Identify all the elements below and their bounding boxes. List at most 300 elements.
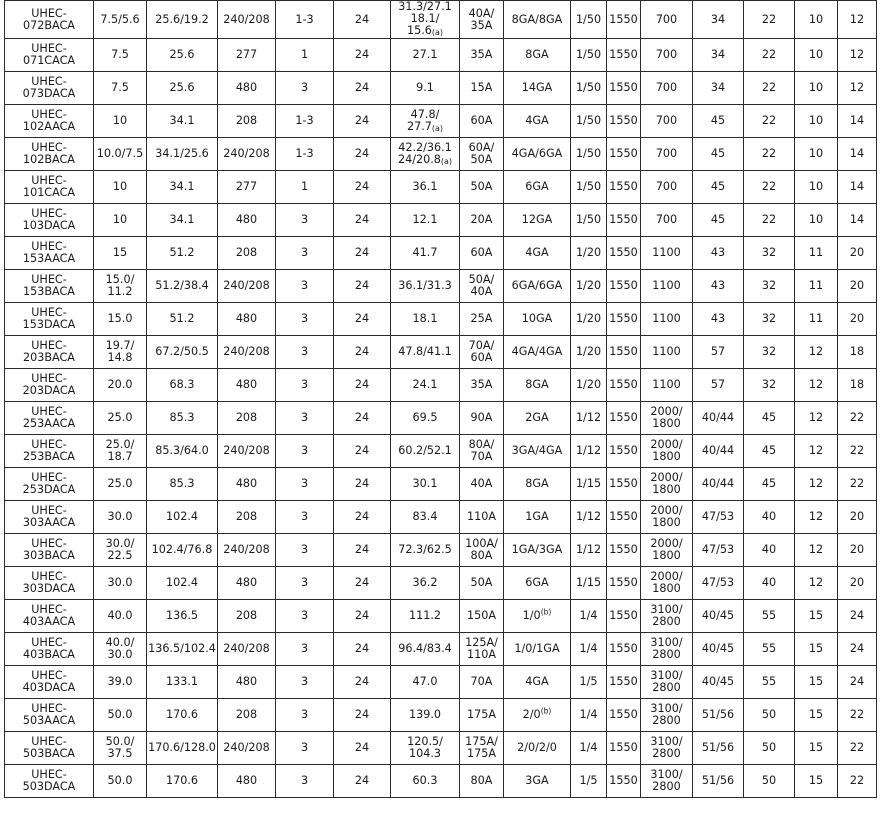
table-cell: 3 [276,534,334,567]
table-cell: 1/20 [571,369,607,402]
table-cell: 1/20 [571,237,607,270]
table-cell: 3 [276,699,334,732]
table-cell: 1GA/3GA [504,534,571,567]
model-cell: UHEC- 203DACA [5,369,94,402]
model-cell: UHEC- 072BACA [5,1,94,39]
table-cell: 1550 [607,1,641,39]
table-cell: 20.0 [94,369,147,402]
table-cell: 3 [276,468,334,501]
table-cell: 51.2 [147,303,218,336]
table-cell: 24 [334,501,391,534]
table-cell: 41.7 [391,237,460,270]
model-cell: UHEC- 503AACA [5,699,94,732]
table-cell: 1-3 [276,138,334,171]
table-cell: 18 [838,369,877,402]
table-cell: 700 [641,105,693,138]
table-cell: 1-3 [276,105,334,138]
table-cell: 40.0/ 30.0 [94,633,147,666]
table-cell: 10 [795,138,838,171]
table-cell: 10 [94,171,147,204]
table-cell: 1550 [607,336,641,369]
table-cell: 24 [334,171,391,204]
table-cell: 40/44 [693,468,744,501]
table-row [5,336,877,369]
table-cell: 10GA [504,303,571,336]
footnote-marker: (a) [440,156,453,166]
table-cell: 45 [693,171,744,204]
table-cell: 3 [276,501,334,534]
table-cell: 24 [334,204,391,237]
table-cell: 15 [795,699,838,732]
table-cell: 1550 [607,105,641,138]
table-cell: 240/208 [218,138,276,171]
table-cell: 22 [744,138,795,171]
table-cell: 11 [795,270,838,303]
table-cell: 1550 [607,72,641,105]
table-cell: 70A/ 60A [460,336,504,369]
table-cell: 277 [218,39,276,72]
table-cell: 12GA [504,204,571,237]
table-cell: 83.4 [391,501,460,534]
footnote-marker: (a) [431,28,444,37]
table-cell: 1/50 [571,138,607,171]
table-cell: 51/56 [693,765,744,798]
table-cell: 60.2/52.1 [391,435,460,468]
table-cell: 24 [334,369,391,402]
table-cell: 15 [795,765,838,798]
table-cell: 1/4 [571,633,607,666]
table-cell: 24 [334,303,391,336]
table-cell: 1/12 [571,501,607,534]
table-cell: 15 [795,732,838,765]
table-cell: 25.6 [147,72,218,105]
table-cell: 1/50 [571,72,607,105]
table-cell: 10 [94,204,147,237]
table-cell: 43 [693,270,744,303]
table-cell: 102.4 [147,501,218,534]
table-cell: 208 [218,402,276,435]
table-cell: 1/15 [571,567,607,600]
table-cell: 40 [744,567,795,600]
table-cell: 3100/ 2800 [641,666,693,699]
table-cell: 3 [276,633,334,666]
table-cell: 2GA [504,402,571,435]
table-cell: 240/208 [218,1,276,39]
table-cell: 1/50 [571,171,607,204]
table-cell: 24 [334,732,391,765]
table-cell: 18 [838,336,877,369]
table-cell: 50 [744,699,795,732]
model-cell: UHEC- 403DACA [5,666,94,699]
model-cell: UHEC- 203BACA [5,336,94,369]
table-cell: 47.8/41.1 [391,336,460,369]
table-cell: 12 [795,567,838,600]
table-cell: 12 [838,1,877,39]
footnote-marker: (a) [431,123,444,133]
table-cell: 14 [838,171,877,204]
table-cell: 10 [94,105,147,138]
table-cell: 20 [838,567,877,600]
table-cell: 240/208 [218,534,276,567]
table-cell: 1550 [607,435,641,468]
table-cell: 100A/ 80A [460,534,504,567]
table-cell: 85.3/64.0 [147,435,218,468]
table-cell: 50A [460,567,504,600]
table-cell: 170.6/128.0 [147,732,218,765]
table-cell: 32 [744,336,795,369]
table-cell: 1550 [607,237,641,270]
table-cell: 1550 [607,501,641,534]
table-cell: 14GA [504,72,571,105]
table-cell: 277 [218,171,276,204]
table-row [5,171,877,204]
table-cell: 35A [460,39,504,72]
table-cell: 47/53 [693,501,744,534]
table-cell: 40/44 [693,402,744,435]
table-cell: 36.1 [391,171,460,204]
table-cell: 50.0/ 37.5 [94,732,147,765]
table-cell: 51.2/38.4 [147,270,218,303]
table-cell: 96.4/83.4 [391,633,460,666]
model-cell: UHEC- 153DACA [5,303,94,336]
table-cell: 1100 [641,369,693,402]
table-cell: 14 [838,204,877,237]
table-cell: 10.0/7.5 [94,138,147,171]
table-cell: 24 [334,72,391,105]
table-cell: 40/45 [693,633,744,666]
table-cell: 14 [838,138,877,171]
model-cell: UHEC- 253BACA [5,435,94,468]
table-row [5,699,877,732]
footnote-marker: (b) [540,706,552,716]
table-cell: 60A/ 50A [460,138,504,171]
table-cell: 45 [693,204,744,237]
table-cell: 15 [795,633,838,666]
model-cell: UHEC- 101CACA [5,171,94,204]
table-cell: 40A/ 35A [460,1,504,39]
table-cell: 34 [693,1,744,39]
table-cell: 15A [460,72,504,105]
table-cell: 8GA [504,369,571,402]
table-cell: 57 [693,369,744,402]
table-cell: 139.0 [391,699,460,732]
table-cell: 1550 [607,204,641,237]
table-cell: 102.4 [147,567,218,600]
table-cell: 1100 [641,303,693,336]
table-cell: 22 [744,171,795,204]
table-cell: 40.0 [94,600,147,633]
model-cell: UHEC- 071CACA [5,39,94,72]
table-cell: 90A [460,402,504,435]
table-row [5,204,877,237]
table-row [5,138,877,171]
table-cell: 3100/ 2800 [641,732,693,765]
table-cell: 8GA [504,468,571,501]
table-cell: 1/12 [571,402,607,435]
table-cell: 3 [276,567,334,600]
table-cell: 50A [460,171,504,204]
table-cell: 20 [838,270,877,303]
table-cell: 20A [460,204,504,237]
table-cell: 2000/ 1800 [641,468,693,501]
table-cell: 7.5 [94,39,147,72]
table-cell: 25.0 [94,468,147,501]
table-row [5,369,877,402]
table-row [5,501,877,534]
table-cell: 18.1 [391,303,460,336]
table-cell: 136.5 [147,600,218,633]
table-cell: 1550 [607,600,641,633]
table-row [5,468,877,501]
table-cell: 60A [460,237,504,270]
table-cell: 1550 [607,138,641,171]
table-cell: 110A [460,501,504,534]
table-cell: 8GA/8GA [504,1,571,39]
table-cell: 24 [334,567,391,600]
table-cell: 120.5/ 104.3 [391,732,460,765]
table-cell: 7.5/5.6 [94,1,147,39]
table-cell: 3 [276,435,334,468]
table-cell: 170.6 [147,765,218,798]
table-cell: 175A/ 175A [460,732,504,765]
table-cell: 12 [838,39,877,72]
table-cell: 22 [838,699,877,732]
table-cell: 14 [838,105,877,138]
table-cell: 7.5 [94,72,147,105]
table-cell: 3100/ 2800 [641,600,693,633]
table-cell: 24 [334,666,391,699]
table-cell: 1550 [607,468,641,501]
table-cell: 12 [795,468,838,501]
table-cell: 700 [641,204,693,237]
table-cell: 24 [334,699,391,732]
table-cell: 32 [744,270,795,303]
table-cell: 24 [838,666,877,699]
table-cell: 22 [744,105,795,138]
table-cell: 111.2 [391,600,460,633]
table-cell: 2000/ 1800 [641,567,693,600]
model-cell: UHEC- 403AACA [5,600,94,633]
table-cell: 102.4/76.8 [147,534,218,567]
table-cell: 2000/ 1800 [641,534,693,567]
table-cell: 12 [838,72,877,105]
table-cell: 34.1 [147,204,218,237]
table-cell: 3 [276,369,334,402]
table-cell: 1/0/1GA [504,633,571,666]
table-cell: 1100 [641,237,693,270]
table-cell: 240/208 [218,270,276,303]
table-cell: 24 [334,138,391,171]
table-cell: 34 [693,39,744,72]
table-cell: 1-3 [276,1,334,39]
table-cell: 9.1 [391,72,460,105]
table-cell: 2/0/2/0 [504,732,571,765]
table-row [5,732,877,765]
table-cell: 3 [276,303,334,336]
table-cell: 45 [744,468,795,501]
table-cell: 19.7/ 14.8 [94,336,147,369]
table-cell: 24 [838,600,877,633]
table-cell: 32 [744,237,795,270]
table-cell: 12.1 [391,204,460,237]
table-cell: 12 [795,369,838,402]
table-cell: 6GA [504,567,571,600]
table-cell: 1550 [607,369,641,402]
table-cell: 12 [795,534,838,567]
table-cell: 20 [838,237,877,270]
table-row [5,435,877,468]
table-cell: 125A/ 110A [460,633,504,666]
table-cell: 1550 [607,171,641,204]
table-cell: 10 [795,1,838,39]
table-cell: 1/20 [571,336,607,369]
table-cell: 35A [460,369,504,402]
table-cell: 6GA [504,171,571,204]
table-cell: 47.8/ 27.7(a) [391,105,460,138]
table-cell: 1550 [607,633,641,666]
table-cell: 1/4 [571,699,607,732]
table-cell: 3 [276,237,334,270]
table-cell: 10 [795,39,838,72]
table-cell: 240/208 [218,732,276,765]
table-cell: 208 [218,699,276,732]
table-cell: 480 [218,72,276,105]
table-cell: 4GA [504,105,571,138]
table-row [5,72,877,105]
table-cell: 43 [693,303,744,336]
table-cell: 20 [838,303,877,336]
model-cell: UHEC- 303AACA [5,501,94,534]
table-cell: 480 [218,666,276,699]
table-cell: 11 [795,237,838,270]
table-cell: 15 [795,666,838,699]
table-cell: 24 [334,765,391,798]
table-cell: 1/50 [571,1,607,39]
table-row [5,666,877,699]
table-cell: 10 [795,105,838,138]
table-cell: 3 [276,600,334,633]
table-cell: 136.5/102.4 [147,633,218,666]
footnote-marker: (b) [540,607,552,617]
table-cell: 480 [218,303,276,336]
table-cell: 480 [218,369,276,402]
table-cell: 50 [744,765,795,798]
table-cell: 10 [795,171,838,204]
table-cell: 1550 [607,699,641,732]
table-cell: 20 [838,501,877,534]
table-cell: 60A [460,105,504,138]
table-cell: 208 [218,501,276,534]
table-cell: 2000/ 1800 [641,402,693,435]
table-row [5,534,877,567]
table-cell: 1550 [607,765,641,798]
table-cell: 25A [460,303,504,336]
table-cell: 12 [795,435,838,468]
table-cell: 24 [334,534,391,567]
table-cell: 3 [276,402,334,435]
model-cell: UHEC- 073DACA [5,72,94,105]
table-cell: 3 [276,732,334,765]
table-cell: 40 [744,501,795,534]
model-cell: UHEC- 103DACA [5,204,94,237]
table-cell: 47/53 [693,534,744,567]
table-cell: 15 [94,237,147,270]
table-cell: 208 [218,105,276,138]
table-cell: 3100/ 2800 [641,699,693,732]
table-cell: 1550 [607,567,641,600]
table-cell: 57 [693,336,744,369]
table-cell: 240/208 [218,435,276,468]
table-cell: 70A [460,666,504,699]
table-cell: 72.3/62.5 [391,534,460,567]
table-cell: 45 [693,138,744,171]
table-cell: 480 [218,567,276,600]
table-cell: 25.6 [147,39,218,72]
table-cell: 4GA/6GA [504,138,571,171]
table-cell: 22 [744,39,795,72]
table-cell: 24 [334,468,391,501]
table-cell: 60.3 [391,765,460,798]
table-cell: 22 [838,468,877,501]
table-cell: 700 [641,171,693,204]
table-row [5,237,877,270]
table-cell: 22 [744,204,795,237]
table-cell: 12 [795,402,838,435]
table-cell: 700 [641,72,693,105]
table-cell: 12 [795,501,838,534]
table-cell: 31.3/27.1 18.1/ 15.6(a) [391,1,460,39]
table-cell: 1/0$^{(b)}$ [504,600,571,633]
table-cell: 40/45 [693,600,744,633]
table-cell: 1GA [504,501,571,534]
model-cell: UHEC- 153AACA [5,237,94,270]
table-cell: 1100 [641,336,693,369]
table-cell: 30.0 [94,567,147,600]
table-cell: 30.0/ 22.5 [94,534,147,567]
table-cell: 30.1 [391,468,460,501]
table-cell: 24 [334,270,391,303]
table-cell: 34.1 [147,105,218,138]
table-cell: 22 [838,402,877,435]
table-cell: 2/0$^{(b)}$ [504,699,571,732]
table-cell: 208 [218,237,276,270]
table-cell: 1550 [607,270,641,303]
table-cell: 40/44 [693,435,744,468]
table-cell: 1/20 [571,303,607,336]
spec-table-body [5,1,877,798]
table-cell: 24 [334,39,391,72]
model-cell: UHEC- 503BACA [5,732,94,765]
table-cell: 45 [744,435,795,468]
table-cell: 24 [334,633,391,666]
table-cell: 3100/ 2800 [641,633,693,666]
table-cell: 67.2/50.5 [147,336,218,369]
table-cell: 22 [838,732,877,765]
model-cell: UHEC- 153BACA [5,270,94,303]
table-cell: 68.3 [147,369,218,402]
table-cell: 1/20 [571,270,607,303]
table-cell: 3 [276,336,334,369]
table-cell: 36.2 [391,567,460,600]
table-cell: 133.1 [147,666,218,699]
table-cell: 6GA/6GA [504,270,571,303]
table-cell: 51/56 [693,732,744,765]
table-cell: 32 [744,369,795,402]
table-cell: 47.0 [391,666,460,699]
table-cell: 50A/ 40A [460,270,504,303]
model-cell: UHEC- 303DACA [5,567,94,600]
table-cell: 20 [838,534,877,567]
